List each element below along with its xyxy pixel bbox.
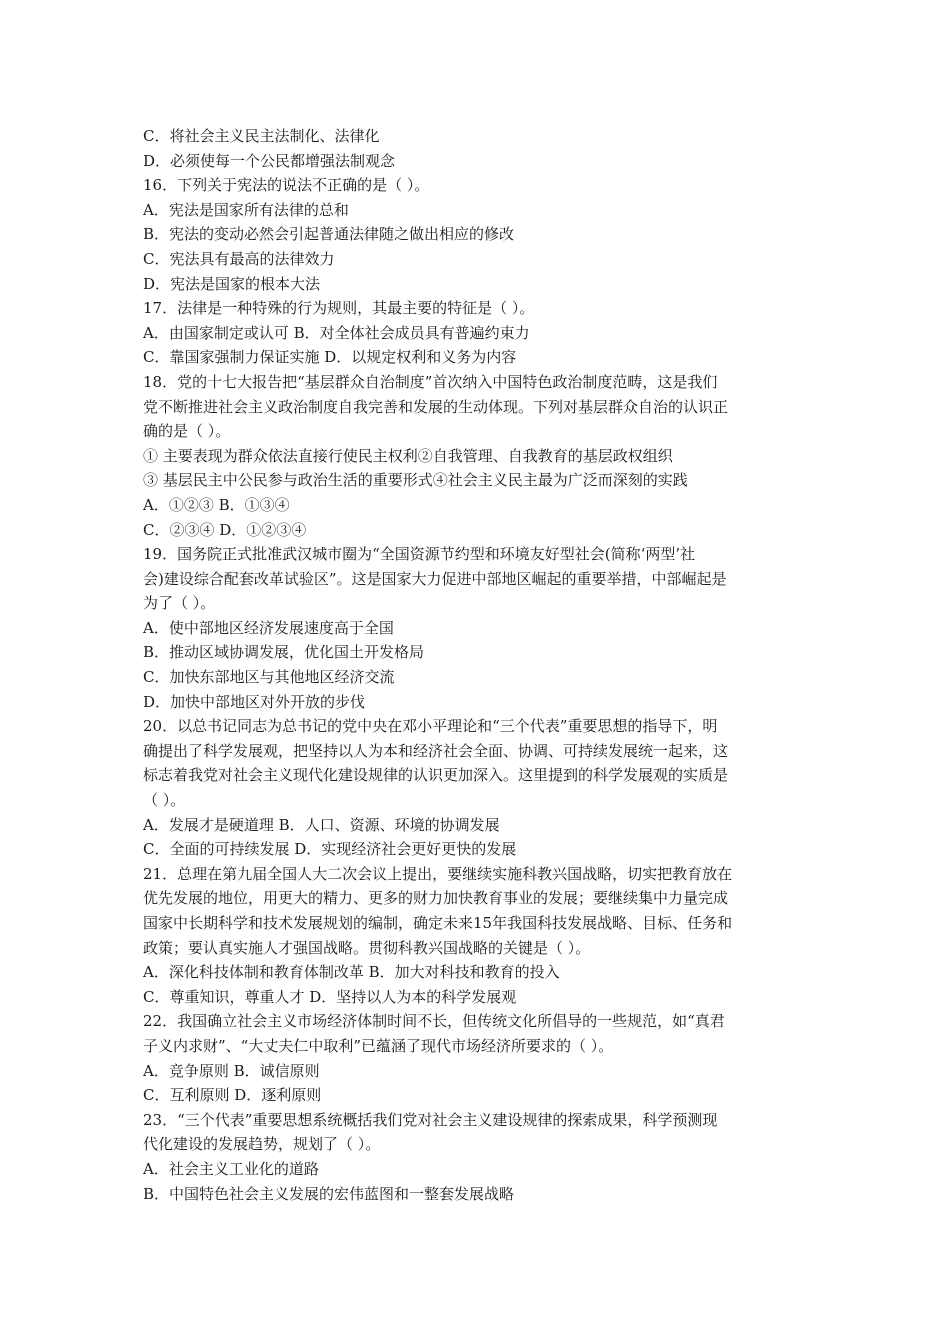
text-line: 会)建设综合配套改革试验区”。这是国家大力促进中部地区崛起的重要举措，中部崛起是 [143,569,727,588]
option-line: A．由国家制定或认可 B．对全体社会成员具有普遍约束力 [143,323,530,342]
option-line: C．加快东部地区与其他地区经济交流 [143,668,395,687]
option-line: A．宪法是国家所有法律的总和 [143,200,349,219]
statement-line: ① 主要表现为群众依法直接行使民主权利②自我管理、自我教育的基层政权组织 [143,446,673,465]
option-line: D．加快中部地区对外开放的步伐 [143,692,366,711]
text-line: 政策；要认真实施人才强国战略。贯彻科教兴国战略的关键是（ ）。 [143,938,591,957]
text-line: 确提出了科学发展观，把坚持以人为本和经济社会全面、协调、可持续发展统一起来，这 [143,741,729,760]
option-line: C．互利原则 D．逐利原则 [143,1086,322,1105]
text-line: 标志着我党对社会主义现代化建设规律的认识更加深入。这里提到的科学发展观的实质是 [143,766,729,785]
question-18-stem: 18．党的十七大报告把“基层群众自治制度”首次纳入中国特色政治制度范畴，这是我们 [143,372,718,391]
option-line: A．竞争原则 B．诚信原则 [143,1061,320,1080]
text-line: 国家中长期科学和技术发展规划的编制，确定未来15年我国科技发展战略、目标、任务和 [143,914,733,932]
question-21-stem: 21．总理在第九届全国人大二次会议上提出，要继续实施科教兴国战略，切实把教育放在 [143,864,733,883]
option-line: C．②③④ D．①②③④ [143,520,307,539]
question-23-stem: 23．“三个代表”重要思想系统概括我们党对社会主义建设规律的探索成果，科学预测现 [143,1110,718,1129]
text-line: 子义内求财”、“大丈夫仁中取利”已蕴涵了现代市场经济所要求的（ ）。 [143,1036,614,1055]
question-19-stem: 19．国务院正式批准武汉城市圈为“全国资源节约型和环境友好型社会(简称‘两型’社 [143,545,696,564]
option-line: C．靠国家强制力保证实施 D．以规定权利和义务为内容 [143,348,517,367]
option-line: B．宪法的变动必然会引起普通法律随之做出相应的修改 [143,225,515,244]
text-line: （ ）。 [143,791,186,810]
text-line: 优先发展的地位，用更大的精力、更多的财力加快教育事业的发展；要继续集中力量完成 [143,889,729,908]
option-line: B．中国特色社会主义发展的宏伟蓝图和一整套发展战略 [143,1184,515,1203]
question-16-stem: 16．下列关于宪法的说法不正确的是（ ）。 [143,176,430,195]
option-line: B．推动区域协调发展，优化国土开发格局 [143,643,425,662]
text-line: 确的是（ ）。 [143,422,231,441]
question-22-stem: 22．我国确立社会主义市场经济体制时间不长，但传统文化所倡导的一些规范，如“真君 [143,1012,725,1031]
option-line: A．①②③ B．①③④ [143,495,290,514]
option-line: D．宪法是国家的根本大法 [143,274,321,293]
text-line: 党不断推进社会主义政治制度自我完善和发展的生动体现。下列对基层群众自治的认识正 [143,397,729,416]
question-17-stem: 17．法律是一种特殊的行为规则，其最主要的特征是（ ）。 [143,299,535,318]
text-line: 代化建设的发展趋势，规划了（ ）。 [143,1135,381,1154]
option-line: C．宪法具有最高的法律效力 [143,249,335,268]
document-page [143,124,811,1206]
option-line: C．全面的可持续发展 D．实现经济社会更好更快的发展 [143,840,517,859]
statement-line: ③ 基层民主中公民参与政治生活的重要形式④社会主义民主最为广泛而深刻的实践 [143,471,688,490]
option-line: A．发展才是硬道理 B．人口、资源、环境的协调发展 [143,815,500,834]
option-line: C．尊重知识，尊重人才 D．坚持以人为本的科学发展观 [143,987,517,1006]
option-line: A．使中部地区经济发展速度高于全国 [143,618,394,637]
text-line: C．将社会主义民主法制化、法律化 [143,127,380,145]
question-20-stem: 20．以总书记同志为总书记的党中央在邓小平理论和“三个代表”重要思想的指导下，明 [143,717,718,736]
text-line: 为了（ ）。 [143,594,216,613]
text-line: D．必须使每一个公民都增强法制观念 [143,151,396,170]
option-line: A．深化科技体制和教育体制改革 B．加大对科技和教育的投入 [143,963,560,982]
option-line: A．社会主义工业化的道路 [143,1159,319,1178]
